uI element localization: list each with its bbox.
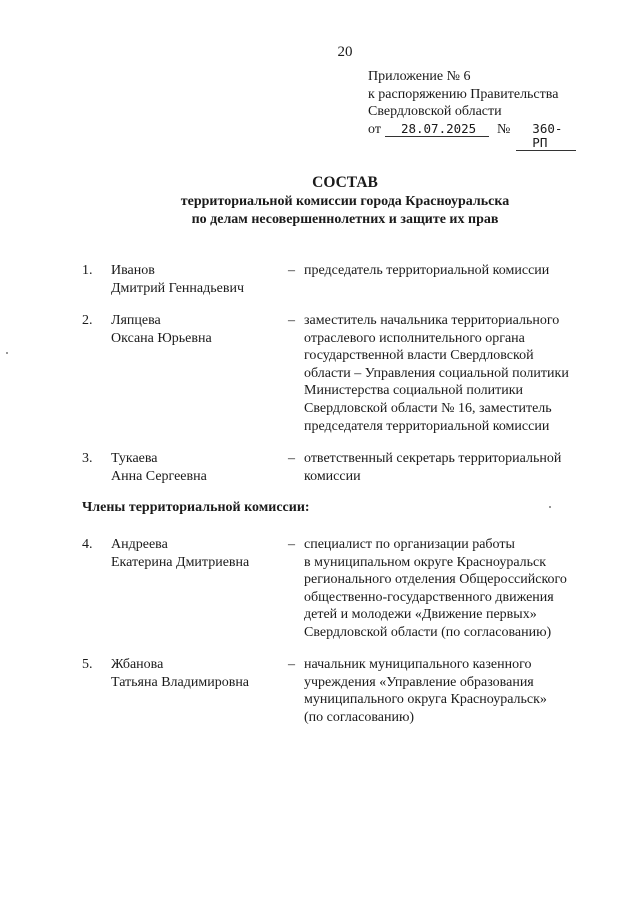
position-description xyxy=(304,450,594,485)
appendix-line-3: Свердловской области xyxy=(368,104,502,119)
desc-line: муниципального округа Красноуральск» xyxy=(304,692,547,708)
members-heading: Члены территориальной комиссии: xyxy=(82,500,310,515)
item-number: 2. xyxy=(82,313,93,328)
number-sign: № xyxy=(496,121,511,137)
person-name xyxy=(111,312,286,347)
surname: Жбанова xyxy=(111,657,164,672)
desc-line: учреждения «Управление образования xyxy=(304,674,534,690)
desc-line: отраслевого исполнительного органа xyxy=(304,330,525,346)
item-number: 4. xyxy=(82,537,93,552)
position-description xyxy=(304,262,594,280)
desc-line: комиссии xyxy=(304,468,361,484)
scan-speck xyxy=(549,506,551,508)
position-description xyxy=(304,312,594,435)
desc-line: специалист по организации работы xyxy=(304,537,515,552)
item-number: 1. xyxy=(82,263,93,278)
dash: – xyxy=(288,657,295,672)
appendix-block xyxy=(368,68,576,151)
desc-line: Свердловской области (по согласованию) xyxy=(304,624,552,640)
dash: – xyxy=(288,263,295,278)
surname: Андреева xyxy=(111,537,168,552)
appendix-line-2: к распоряжению Правительства xyxy=(368,86,559,102)
desc-line: в муниципальном округе Красноуральск xyxy=(304,554,547,570)
scan-speck xyxy=(6,352,8,354)
desc-line: детей и молодежи «Движение первых» xyxy=(304,607,537,623)
person-name xyxy=(111,262,286,297)
given-names: Анна Сергеевна xyxy=(111,468,207,484)
desc-line: Свердловской области № 16, заместитель xyxy=(304,400,552,416)
document-title: СОСТАВ xyxy=(312,174,378,191)
desc-line: государственной власти Свердловской xyxy=(304,348,534,364)
position-description xyxy=(304,536,594,642)
date-prefix: от xyxy=(368,121,381,137)
desc-line: Министерства социальной политики xyxy=(304,383,524,399)
dash: – xyxy=(288,313,295,328)
number-field: 360-РП xyxy=(516,122,576,151)
person-name xyxy=(111,536,286,571)
dash: – xyxy=(288,537,295,552)
desc-line: заместитель начальника территориального xyxy=(304,313,560,328)
dash: – xyxy=(288,451,295,466)
document-subtitle-line-1: территориальной комиссии города Красноуральска xyxy=(180,194,510,209)
date-field: 28.07.2025 xyxy=(385,122,489,137)
desc-line: (по согласованию) xyxy=(304,709,415,725)
position-description xyxy=(304,656,594,726)
person-name xyxy=(111,450,286,485)
given-names: Татьяна Владимировна xyxy=(111,674,250,690)
desc-line: регионального отделения Общероссийского xyxy=(304,572,567,588)
surname: Ляпцева xyxy=(111,313,161,328)
desc-line: начальник муниципального казенного xyxy=(304,657,532,672)
given-names: Екатерина Дмитриевна xyxy=(111,554,250,570)
item-number: 5. xyxy=(82,657,93,672)
desc-line: председателя территориальной комиссии xyxy=(304,418,550,434)
appendix-date-row xyxy=(368,121,576,151)
desc-line: председатель территориальной комиссии xyxy=(304,263,550,278)
given-names: Дмитрий Геннадьевич xyxy=(111,280,244,296)
surname: Тукаева xyxy=(111,451,158,466)
surname: Иванов xyxy=(111,263,155,278)
person-name xyxy=(111,656,286,691)
appendix-line-1: Приложение № 6 xyxy=(368,69,471,84)
page-number: 20 xyxy=(337,44,353,60)
desc-line: ответственный секретарь территориальной xyxy=(304,451,562,466)
desc-line: области – Управления социальной политики xyxy=(304,365,569,381)
given-names: Оксана Юрьевна xyxy=(111,330,212,346)
document-subtitle-line-2: по делам несовершеннолетних и защите их прав xyxy=(191,212,499,227)
desc-line: общественно-государственного движения xyxy=(304,589,554,605)
item-number: 3. xyxy=(82,451,93,466)
